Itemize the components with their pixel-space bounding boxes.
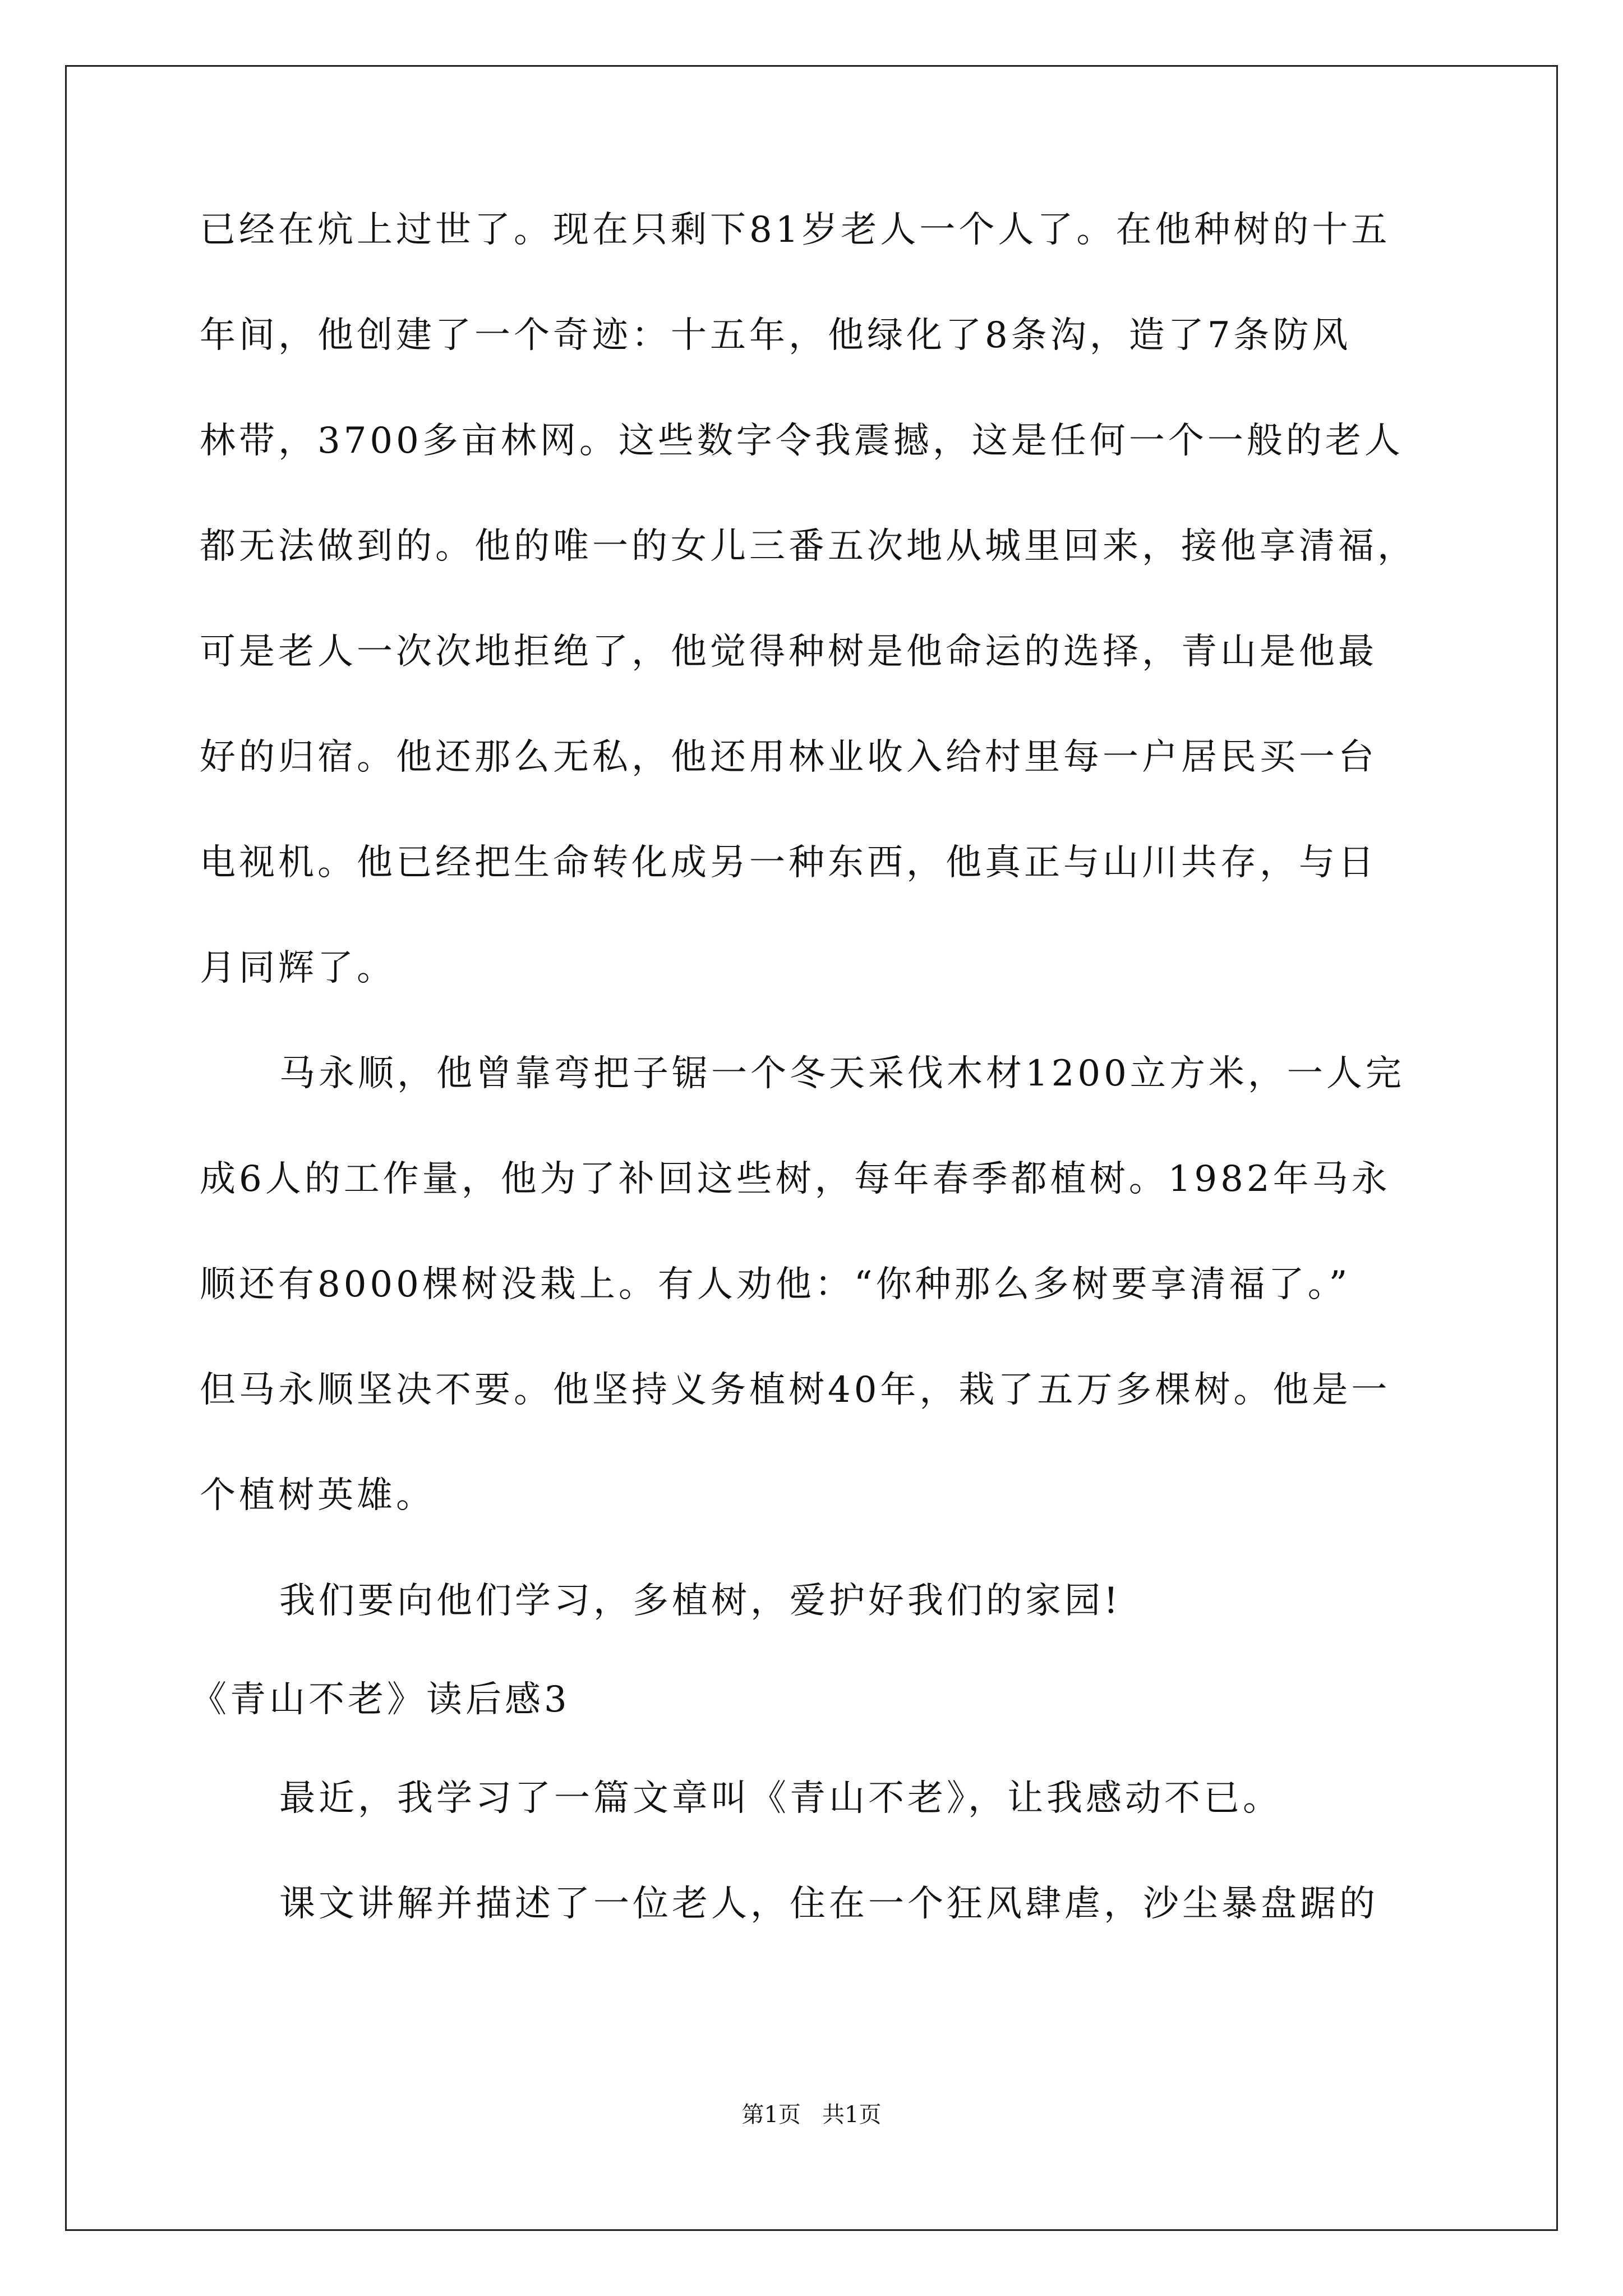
paragraph-line: 最近，我学习了一篇文章叫《青山不老》，让我感动不已。 <box>279 1778 1282 1819</box>
paragraph-line: 成6人的工作量，他为了补回这些树，每年春季都植树。1982年马永 <box>200 1158 1391 1200</box>
paragraph-line: 月同辉了。 <box>200 947 396 989</box>
paragraph-line: 可是老人一次次地拒绝了，他觉得种树是他命运的选择，青山是他最 <box>200 631 1377 673</box>
paragraph-line: 我们要向他们学习，多植树，爱护好我们的家园! <box>279 1580 1122 1622</box>
paragraph-line: 都无法做到的。他的唯一的女儿三番五次地从城里回来，接他享清福， <box>200 526 1417 567</box>
paragraph-line: 电视机。他已经把生命转化成另一种东西，他真正与山川共存，与日 <box>200 842 1377 884</box>
paragraph-line: 林带，3700多亩林网。这些数字令我震撼，这是任何一个一般的老人 <box>200 420 1404 462</box>
paragraph-line: 年间，他创建了一个奇迹：十五年，他绿化了8条沟，造了7条防风 <box>200 315 1352 356</box>
paragraph-line: 顺还有8000棵树没栽上。有人劝他：“你种那么多树要享清福了。” <box>200 1264 1351 1305</box>
paragraph-line: 课文讲解并描述了一位老人，住在一个狂风肆虐，沙尘暴盘踞的 <box>279 1883 1378 1925</box>
page-number-footer: 第1页 共1页 <box>741 2102 882 2128</box>
paragraph-line: 马永顺，他曾靠弯把子锯一个冬天采伐木材1200立方米，一人完 <box>279 1053 1405 1094</box>
paragraph-line: 个植树英雄。 <box>200 1475 435 1516</box>
paragraph-line: 好的归宿。他还那么无私，他还用林业收入给村里每一户居民买一台 <box>200 737 1377 778</box>
section-heading: 《青山不老》读后感3 <box>191 1679 570 1720</box>
paragraph-line: 已经在炕上过世了。现在只剩下81岁老人一个人了。在他种树的十五 <box>200 209 1391 251</box>
paragraph-line: 但马永顺坚决不要。他坚持义务植树40年，栽了五万多棵树。他是一 <box>200 1369 1391 1411</box>
